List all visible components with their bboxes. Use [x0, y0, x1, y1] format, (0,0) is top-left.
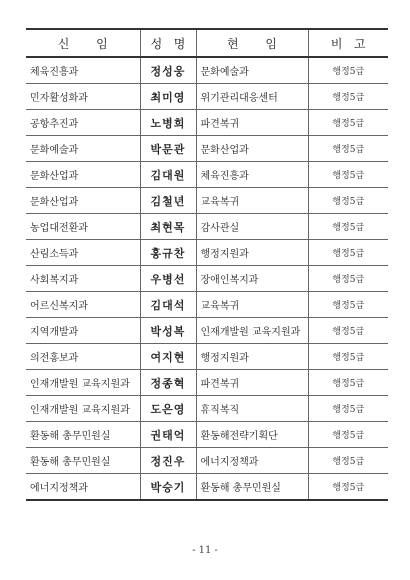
table-row	[26, 448, 388, 474]
current-position-cell: 교육복귀	[196, 292, 308, 318]
new-position-cell: 환동해 총무민원실	[26, 422, 140, 448]
note-cell: 행정5급	[308, 292, 388, 318]
table-row	[26, 344, 388, 370]
new-position-cell: 인재개발원 교육지원과	[26, 370, 140, 396]
current-position-cell: 교육복귀	[196, 188, 308, 214]
table-row	[26, 57, 388, 84]
header-new-position: 신 임	[26, 29, 140, 57]
current-position-cell: 파견복귀	[196, 110, 308, 136]
new-position-cell: 농업대전환과	[26, 214, 140, 240]
table-row	[26, 370, 388, 396]
name-cell: 최미영	[140, 84, 196, 110]
current-position-cell: 파견복귀	[196, 370, 308, 396]
new-position-cell: 산림소득과	[26, 240, 140, 266]
table-row	[26, 422, 388, 448]
name-cell: 정종혁	[140, 370, 196, 396]
current-position-cell: 환동해전략기획단	[196, 422, 308, 448]
new-position-cell: 의전홍보과	[26, 344, 140, 370]
name-cell: 권태억	[140, 422, 196, 448]
note-cell: 행정5급	[308, 188, 388, 214]
note-cell: 행정5급	[308, 448, 388, 474]
table-row	[26, 136, 388, 162]
page-number: - 11 -	[192, 545, 218, 556]
current-position-cell: 휴직복직	[196, 396, 308, 422]
name-cell: 김대원	[140, 162, 196, 188]
name-cell: 정진우	[140, 448, 196, 474]
current-position-cell: 문화예술과	[196, 57, 308, 84]
new-position-cell: 사회복지과	[26, 266, 140, 292]
table-row	[26, 110, 388, 136]
note-cell: 행정5급	[308, 57, 388, 84]
note-cell: 행정5급	[308, 370, 388, 396]
name-cell: 여지현	[140, 344, 196, 370]
new-position-cell: 문화산업과	[26, 188, 140, 214]
note-cell: 행정5급	[308, 136, 388, 162]
name-cell: 박문관	[140, 136, 196, 162]
new-position-cell: 민자활성화과	[26, 84, 140, 110]
name-cell: 김철년	[140, 188, 196, 214]
new-position-cell: 체육진흥과	[26, 57, 140, 84]
new-position-cell: 공항추진과	[26, 110, 140, 136]
note-cell: 행정5급	[308, 344, 388, 370]
name-cell: 정성웅	[140, 57, 196, 84]
note-cell: 행정5급	[308, 214, 388, 240]
name-cell: 박승기	[140, 474, 196, 501]
note-cell: 행정5급	[308, 474, 388, 501]
table-row	[26, 474, 388, 501]
note-cell: 행정5급	[308, 110, 388, 136]
header-current-position: 현 임	[196, 29, 308, 57]
note-cell: 행정5급	[308, 266, 388, 292]
name-cell: 김대석	[140, 292, 196, 318]
table-header-row	[26, 29, 388, 57]
note-cell: 행정5급	[308, 162, 388, 188]
current-position-cell: 문화산업과	[196, 136, 308, 162]
current-position-cell: 위기관리대응센터	[196, 84, 308, 110]
table-row	[26, 214, 388, 240]
note-cell: 행정5급	[308, 84, 388, 110]
name-cell: 최현목	[140, 214, 196, 240]
table-row	[26, 266, 388, 292]
note-cell: 행정5급	[308, 396, 388, 422]
table-row	[26, 318, 388, 344]
header-note: 비 고	[308, 29, 388, 57]
current-position-cell: 환동해 총무민원실	[196, 474, 308, 501]
name-cell: 박성복	[140, 318, 196, 344]
current-position-cell: 에너지정책과	[196, 448, 308, 474]
name-cell: 노병희	[140, 110, 196, 136]
new-position-cell: 지역개발과	[26, 318, 140, 344]
table-row	[26, 188, 388, 214]
current-position-cell: 장애인복지과	[196, 266, 308, 292]
note-cell: 행정5급	[308, 422, 388, 448]
current-position-cell: 행정지원과	[196, 344, 308, 370]
new-position-cell: 인재개발원 교육지원과	[26, 396, 140, 422]
new-position-cell: 어르신복지과	[26, 292, 140, 318]
name-cell: 우병선	[140, 266, 196, 292]
current-position-cell: 인재개발원 교육지원과	[196, 318, 308, 344]
name-cell: 도은영	[140, 396, 196, 422]
table-row	[26, 84, 388, 110]
new-position-cell: 문화예술과	[26, 136, 140, 162]
table-row	[26, 162, 388, 188]
personnel-table	[26, 28, 388, 501]
table-row	[26, 396, 388, 422]
current-position-cell: 체육진흥과	[196, 162, 308, 188]
new-position-cell: 문화산업과	[26, 162, 140, 188]
new-position-cell: 에너지정책과	[26, 474, 140, 501]
table-row	[26, 240, 388, 266]
note-cell: 행정5급	[308, 318, 388, 344]
table-row	[26, 292, 388, 318]
new-position-cell: 환동해 총무민원실	[26, 448, 140, 474]
note-cell: 행정5급	[308, 240, 388, 266]
name-cell: 홍규찬	[140, 240, 196, 266]
table-body	[26, 57, 388, 500]
current-position-cell: 감사관실	[196, 214, 308, 240]
current-position-cell: 행정지원과	[196, 240, 308, 266]
header-name: 성 명	[140, 29, 196, 57]
